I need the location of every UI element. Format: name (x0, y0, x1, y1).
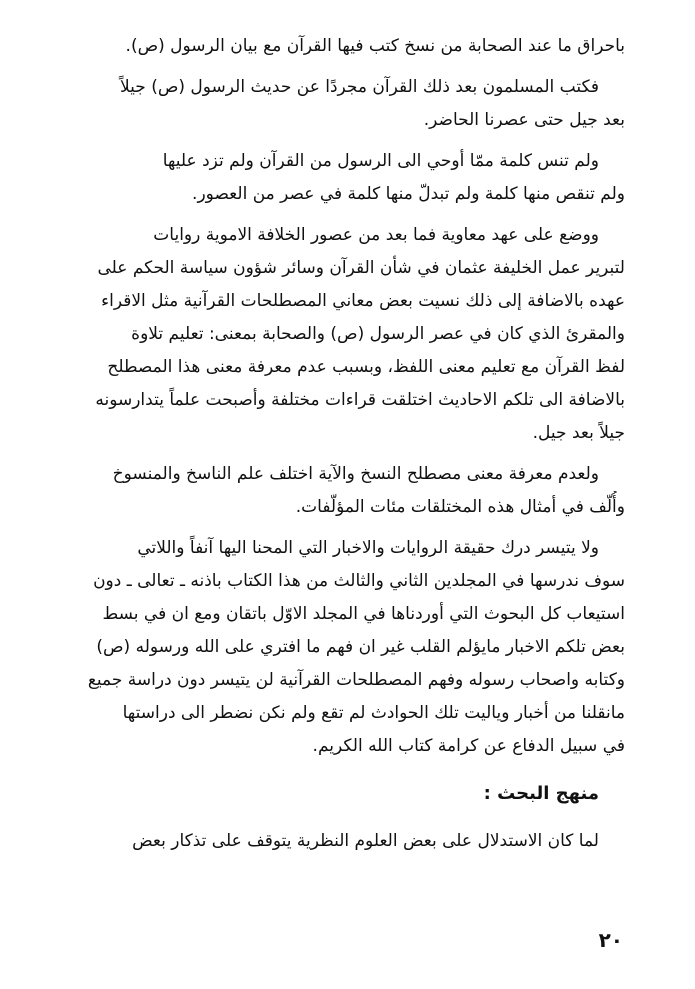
text-line: فكتب المسلمون بعد ذلك القرآن مجردًا عن حديث الرسول (ص) جيلاً (120, 77, 599, 97)
paragraph-2 (70, 71, 625, 137)
text-line: مانقلنا من أخبار وياليت تلك الحوادث لم تقع ولم نكن نضطر الى دراستها (122, 703, 625, 723)
text-line: عهده بالاضافة إلى ذلك نسيت بعض معاني المصطلحات القرآنية مثل الاقراء (101, 291, 625, 311)
text-line: ولم تنقص منها كلمة ولم تبدلّ منها كلمة في عصر من العصور. (192, 184, 625, 204)
text-line: في سبيل الدفاع عن كرامة كتاب الله الكريم. (312, 736, 625, 756)
text-line: ووضع على عهد معاوية فما بعد من عصور الخلافة الاموية روايات (153, 225, 599, 245)
paragraph-final (70, 825, 625, 858)
text-line: سوف ندرسها في المجلدين الثاني والثالث من هذا الكتاب باذنه ـ تعالى ـ دون (93, 571, 625, 591)
text-line: لما كان الاستدلال على بعض العلوم النظرية يتوقف على تذكار بعض (132, 831, 599, 851)
text-line: لتبرير عمل الخليفة عثمان في شأن القرآن وسائر شؤون سياسة الحكم على (97, 258, 625, 278)
text-line: ولا يتيسر درك حقيقة الروايات والاخبار التي المحنا اليها آنفاً واللاتي (137, 538, 599, 558)
text-line: بعد جيل حتى عصرنا الحاضر. (423, 110, 625, 130)
paragraph-5 (70, 458, 625, 524)
page-number: ٢٠ (598, 928, 623, 952)
text-line: والمقرئ الذي كان في عصر الرسول (ص) والصحابة بمعنى: تعليم تلاوة (131, 324, 625, 344)
paragraph-4 (70, 219, 625, 450)
section-heading: منهج البحث : (483, 783, 599, 804)
text-line: لفظ القرآن مع تعليم معنى اللفظ، وبسبب عدم معرفة معنى هذا المصطلح (107, 357, 625, 377)
paragraph-6 (70, 532, 625, 763)
text-line: ولم تنس كلمة ممّا أوحي الى الرسول من القرآن ولم تزد عليها (162, 151, 599, 171)
text-line: وأُلّف في أمثال هذه المختلقات مئات المؤلّفات. (295, 497, 625, 517)
text-line: باحراق ما عند الصحابة من نسخ كتب فيها القرآن مع بيان الرسول (ص). (125, 36, 625, 56)
text-line: بعض تلكم الاخبار مايؤلم القلب غير ان فهم ما افتري على الله ورسوله (ص) (96, 637, 625, 657)
text-line: ولعدم معرفة معنى مصطلح النسخ والآية اختلف علم الناسخ والمنسوخ (112, 464, 599, 484)
paragraph-3 (70, 145, 625, 211)
text-line: جيلاً بعد جيل. (532, 423, 625, 443)
paragraph-1 (70, 30, 625, 63)
text-line: بالاضافة الى تلكم الاحاديث اختلقت قراءات مختلفة وأصبحت علماً يتدارسونه (95, 390, 625, 410)
page-body (70, 30, 625, 866)
text-line: استيعاب كل البحوث التي أوردناها في المجلد الاوّل باتقان ومع ان في بسط (102, 604, 625, 624)
text-line: وكتابه واصحاب رسوله وفهم المصطلحات القرآنية لن يتيسر دون دراسة جميع (87, 670, 625, 690)
